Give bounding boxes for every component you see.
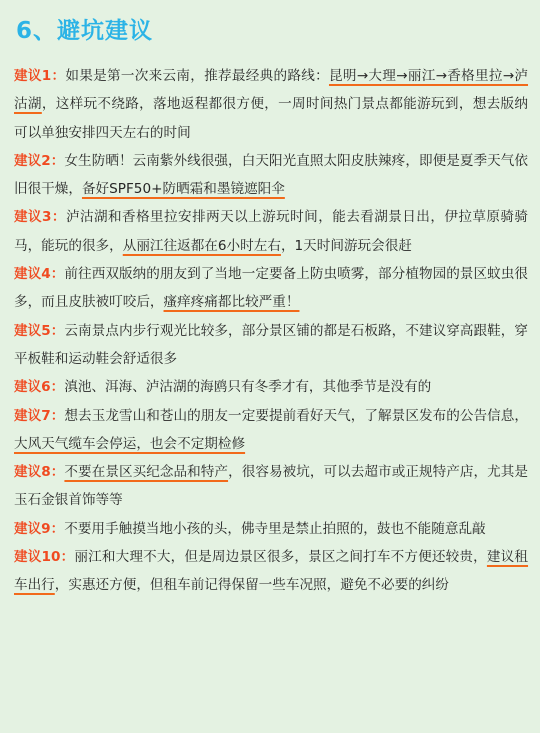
tip-item — [14, 373, 528, 401]
tip-label: 建议2： — [14, 152, 65, 169]
tip-text: 泸沽湖和香格里拉安排两天以上游玩时间，能去看湖景日出，伊拉草原骑骑马，能玩的很多， — [14, 209, 529, 254]
tip-highlight: 大风天气缆车会停运，也会不定期检修 — [14, 435, 246, 452]
tip-item — [14, 62, 528, 147]
tip-text: ，1天时间游玩会很赶 — [280, 237, 412, 254]
tip-text: 滇池、洱海、泸沽湖的海鸥只有冬季才有，其他季节是没有的 — [64, 379, 432, 396]
tip-label: 建议3： — [14, 209, 66, 226]
tip-item — [14, 203, 528, 260]
tip-label: 建议10： — [14, 549, 75, 566]
tip-item — [14, 515, 528, 543]
tip-item — [14, 317, 528, 374]
tip-text: 女生防晒！云南紫外线很强，白天阳光直照太阳皮肤辣疼，即便是夏季天气依旧很干燥， — [14, 152, 529, 198]
tip-item — [14, 147, 528, 204]
tip-highlight: 建议租车出行 — [14, 549, 529, 594]
tip-text: 云南景点内步行观光比较多，部分景区铺的都是石板路，不建议穿高跟鞋，穿平板鞋和运动鞋会舒适很多 — [14, 322, 529, 367]
tip-text: 想去玉龙雪山和苍山的朋友一定要提前看好天气，了解景区发布的公告信息， — [64, 407, 529, 424]
tip-highlight: 不要在景区买纪念品和特产 — [64, 464, 229, 481]
tip-text: 如果是第一次来云南，推荐最经典的路线： — [65, 68, 329, 84]
tip-text: 丽江和大理不大，但是周边景区很多，景区之间打车不方便还较贵， — [74, 549, 487, 566]
tip-item — [14, 260, 528, 317]
tip-highlight: 备好SPF50+防晒霜和墨镜遮阳伞 — [81, 181, 285, 198]
tip-highlight: 从丽江往返都在6小时左右 — [122, 237, 281, 254]
tip-text: 不要用手触摸当地小孩的头，佛寺里是禁止拍照的，鼓也不能随意乱敲 — [64, 520, 486, 537]
tip-label: 建议8： — [14, 464, 65, 481]
tip-text: 前往西双版纳的朋友到了当地一定要备上防虫喷雾，部分植物园的景区蚊虫很多，而且皮肤被叮咬后， — [14, 266, 529, 311]
tip-item — [14, 543, 528, 600]
tip-label: 建议7： — [14, 407, 65, 424]
tip-label: 建议9： — [14, 520, 65, 537]
tips-list — [14, 62, 528, 600]
tip-text: ，实惠还方便，但租车前记得保留一些车况照，避免不必要的纠纷 — [54, 577, 449, 594]
tip-label: 建议5： — [14, 322, 65, 339]
tip-label: 建议1： — [14, 68, 66, 84]
tip-label: 建议6： — [14, 379, 65, 396]
tip-highlight: 昆明→大理→丽江→香格里拉→泸沽湖 — [14, 68, 529, 113]
tip-item — [14, 458, 528, 515]
tip-text: ，这样玩不绕路，落地返程都很方便，一周时间热门景点都能游玩到，想去版纳可以单独安排四天左右的时间 — [14, 96, 529, 141]
tip-highlight: 瘙痒疼痛都比较严重！ — [163, 294, 300, 311]
tip-text: ，很容易被坑，可以去超市或正规特产店，尤其是玉石金银首饰等等 — [14, 464, 529, 509]
section-title: 6、避坑建议 — [16, 18, 154, 44]
tip-label: 建议4： — [14, 266, 65, 283]
tip-item — [14, 402, 528, 459]
